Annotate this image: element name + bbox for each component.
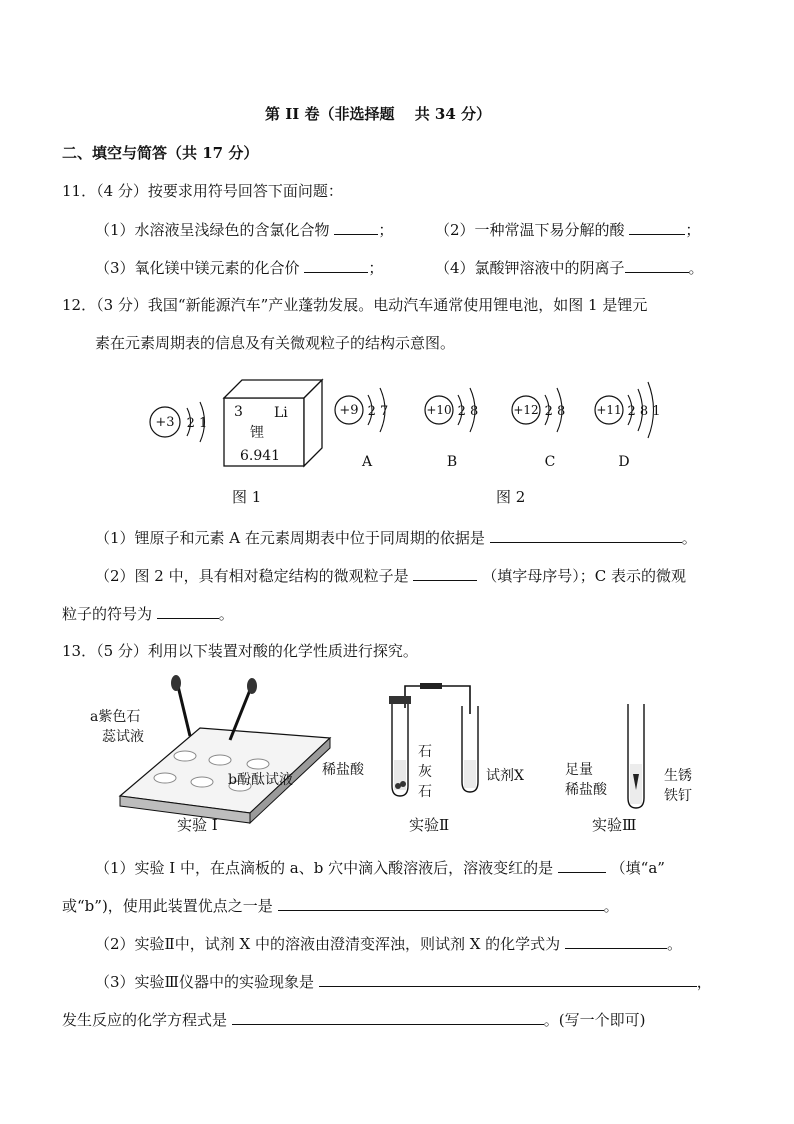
q13-part2-text: （2）实验Ⅱ中，试剂 X 中的溶液由澄清变浑浊，则试剂 X 的化学式为 [95, 935, 561, 953]
exp2-label-stone-1: 石 [418, 744, 432, 760]
q12-stem-line1: 12．（3 分）我国“新能源汽车”产业蓬勃发展。电动汽车通常使用锂电池，如图 1 是锂元 [62, 296, 648, 314]
nucleus-charge: +9 [339, 403, 359, 418]
exp3-label-nail-2: 铁钉 [664, 788, 692, 804]
separator: ； [368, 259, 384, 277]
figure-2-caption: 图 2 [496, 488, 526, 506]
exp1-label-b: b酚酞试液 [228, 772, 293, 788]
q11-stem: 11．（4 分）按要求用符号回答下面问题： [62, 182, 343, 200]
q11-part1-text: （1）水溶液呈浅绿色的含氯化合物 [95, 221, 330, 239]
electron-counts: 2 8 [544, 404, 566, 419]
q12-part2 [95, 565, 686, 586]
periodic-table-cell [222, 378, 332, 468]
particle-diagram-d [590, 380, 680, 470]
nucleus-charge: +3 [155, 415, 175, 430]
q13-stem: 13．（5 分）利用以下装置对酸的化学性质进行探究。 [62, 642, 418, 660]
well [174, 751, 196, 761]
dropper-bulb [247, 678, 257, 694]
particle-diagram-b [420, 380, 500, 470]
q11-part3-text: （3）氧化镁中镁元素的化合价 [95, 259, 300, 277]
experiment-1-spot-plate [90, 678, 350, 828]
particle-diagram-c [507, 380, 587, 470]
q12-part2-text: （2）图 2 中，具有相对稳定结构的微观粒子是 [95, 567, 409, 585]
q12-part2-continued [62, 603, 234, 624]
q12-stem-line2: 素在元素周期表的信息及有关微观粒子的结构示意图。 [95, 334, 456, 352]
q12-part1 [95, 527, 697, 548]
q11-part1 [95, 219, 393, 240]
q13-part1-continued [62, 895, 619, 916]
particle-label: D [618, 454, 630, 470]
answer-blank[interactable] [157, 603, 219, 619]
limestone [400, 781, 406, 787]
q13-part2 [95, 933, 682, 954]
lithium-atom-diagram [145, 388, 225, 448]
q13-part1-text-b: （填“a” [610, 859, 665, 877]
experiment-3-apparatus [620, 702, 660, 812]
exp3-label-nail-1: 生锈 [664, 768, 692, 784]
electron-counts: 2 7 [367, 404, 389, 419]
electron-counts: 2 8 1 [627, 404, 661, 419]
answer-blank[interactable] [565, 933, 667, 949]
q13-part3-text: （3）实验Ⅲ仪器中的实验现象是 [95, 973, 315, 991]
element-name: 锂 [250, 425, 264, 441]
q13-part1 [95, 857, 665, 878]
reagent-liquid [464, 760, 476, 788]
well [191, 777, 213, 787]
comma: ， [696, 973, 712, 991]
q13-part1-text: （1）实验 I 中，在点滴板的 a、b 穴中滴入酸溶液后，溶液变红的是 [95, 859, 554, 877]
answer-blank[interactable] [413, 565, 477, 581]
well [209, 755, 231, 765]
exp3-label-acid-1: 足量 [565, 762, 593, 778]
connecting-tube [405, 686, 470, 714]
well [247, 759, 269, 769]
nucleus-charge: +10 [426, 403, 452, 417]
electron-counts: 2 1 [186, 416, 208, 431]
period: 。 [666, 935, 682, 953]
exp2-label-acid: 稀盐酸 [322, 762, 364, 778]
period: 。 [603, 897, 619, 915]
q11-part2 [435, 219, 700, 240]
atomic-mass: 6.941 [240, 448, 281, 464]
answer-blank[interactable] [629, 219, 685, 235]
answer-blank[interactable] [232, 1009, 544, 1025]
q13-part3-continued [62, 1009, 646, 1030]
well [154, 773, 176, 783]
nucleus-charge: +12 [513, 403, 539, 417]
exp3-caption: 实验Ⅲ [592, 816, 637, 834]
element-symbol: Li [274, 405, 288, 421]
atomic-number: 3 [234, 404, 243, 420]
answer-blank[interactable] [558, 857, 606, 873]
experiment-2-apparatus [380, 680, 500, 805]
particle-label: A [361, 454, 373, 470]
q13-part3-text-b: 发生反应的化学方程式是 [62, 1011, 228, 1029]
q12-part2-text-c: 粒子的符号为 [62, 605, 153, 623]
q11-part4 [435, 257, 704, 278]
exp2-label-stone-2: 灰 [418, 764, 432, 780]
answer-blank[interactable] [319, 971, 697, 987]
answer-blank[interactable] [278, 895, 604, 911]
figure-1-caption: 图 1 [232, 488, 262, 506]
q12-part2-text-b: （填字母序号）；C 表示的微观 [482, 567, 686, 585]
rubber-joint [420, 683, 442, 689]
period: 。 [688, 259, 704, 277]
separator: ； [685, 221, 701, 239]
particle-label: B [446, 454, 458, 470]
exp1-label-a-line2: 蕊试液 [102, 729, 144, 745]
exp1-label-a-line1: a紫色石 [90, 709, 141, 725]
q13-part3-text-c: 。(写一个即可) [543, 1011, 646, 1029]
nucleus-charge: +11 [596, 403, 622, 417]
exp1-caption: 实验 I [177, 816, 218, 834]
q13-part3 [95, 971, 712, 992]
q11-part4-text: （4）氯酸钾溶液中的阴离子 [435, 259, 625, 277]
exp3-label-acid-2: 稀盐酸 [565, 782, 607, 798]
part2-title: 二、填空与简答（共 17 分） [62, 144, 259, 162]
q13-part1-text-c: 或“b”)，使用此装置优点之一是 [62, 897, 273, 915]
separator: ； [378, 221, 394, 239]
exp2-label-stone-3: 石 [418, 784, 432, 800]
q11-part2-text: （2）一种常温下易分解的酸 [435, 221, 625, 239]
answer-blank[interactable] [625, 257, 689, 273]
particle-diagram-a [330, 380, 410, 470]
electron-counts: 2 8 [457, 404, 479, 419]
exp2-label-reagent-x: 试剂X [486, 768, 524, 784]
stopper [389, 696, 411, 704]
q12-part1-text: （1）锂原子和元素 A 在元素周期表中位于同周期的依据是 [95, 529, 485, 547]
particle-label: C [544, 454, 556, 470]
answer-blank[interactable] [490, 527, 682, 543]
answer-blank[interactable] [304, 257, 368, 273]
period: 。 [681, 529, 697, 547]
answer-blank[interactable] [334, 219, 378, 235]
exp2-caption: 实验Ⅱ [409, 816, 450, 834]
period: 。 [218, 605, 234, 623]
dropper-tube [178, 686, 190, 736]
dropper-bulb [171, 675, 181, 691]
section-title: 第 II 卷（非选择题 共 34 分） [265, 105, 492, 123]
q11-part3 [95, 257, 383, 278]
